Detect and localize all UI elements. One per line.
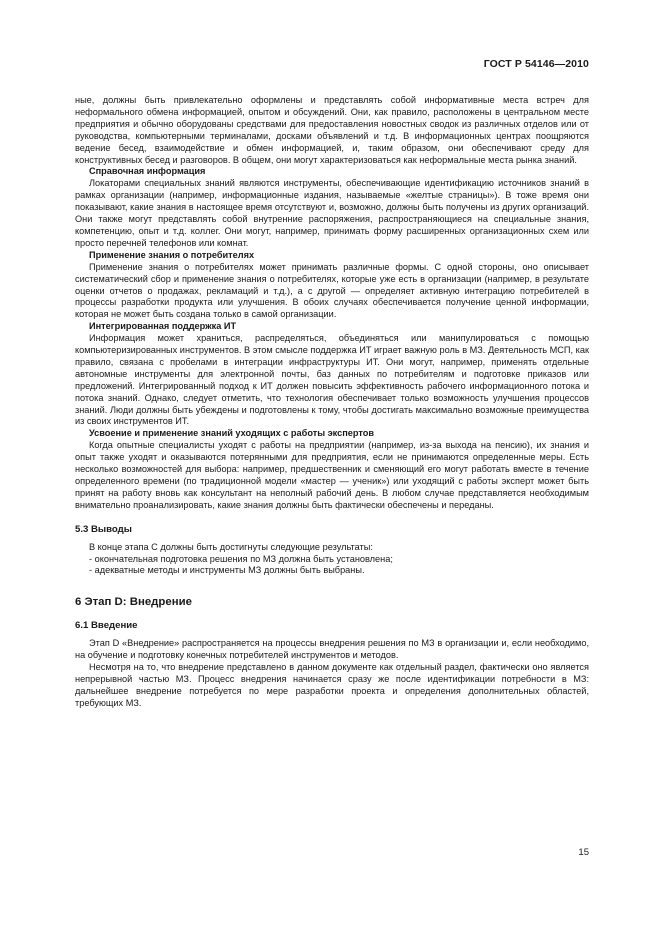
subsection-title-experts: Усвоение и применение знаний уходящих с работы экспертов — [89, 428, 375, 439]
paragraph-customer-knowledge: Применение знания о потребителях может принимать различные формы. С одной стороны, оно описывает систематический сбор и применение знания о потребителях, которые уже есть в организации (например, в результате оценки отчетов о продажах, рекламаций и т.д.), а с другой — определяет активную интеграцию потребителей в процессы разработки продукта или улучшения. В обоих случаях обеспечивается получение ценной информации, которая не может быть создана только в самой организации. — [75, 261, 589, 320]
paragraph-it-support: Информация может храниться, распределяться, объединяться или манипулироваться с помощью компьютеризированных инструментов. В этом смысле поддержка ИТ играет важную роль в МЗ. Деятельность МСП, как правило, связана с пробелами в интеграции инфраструктуры ИТ. Они могут, например, применять отдельные автономные инструменты для электронной почты, баз данных по потребителям и подготовке приказов или предложений. Интегрированный подход к ИТ должен повысить эффективность рабочего информационного потока и потока знаний. Однако, следует отметить, что технология обеспечивает только возможность улучшения процессов знаний. Люди должны быть убеждены и подготовлены к тому, чтобы достигать максимально возможные преимущества из своих инструментов ИТ. — [75, 333, 589, 427]
paragraph-intro-2: Несмотря на то, что внедрение представлено в данном документе как отдельный раздел, фактически оно является непрерывной частью МЗ. Процесс внедрения начинается сразу же после идентификации потребности в МЗ: дальнейшее внедрение потребуется по мере разработки проекта и определения дополнительных областей, требующих МЗ. — [75, 661, 589, 708]
list-item: - окончательная подготовка решения по МЗ должна быть установлена; — [89, 553, 393, 564]
document-header: ГОСТ Р 54146—2010 — [483, 58, 589, 70]
subsection-title-customer-knowledge: Применение знания о потребителях — [89, 249, 255, 260]
list-item: - адекватные методы и инструменты МЗ должны быть выбраны. — [89, 565, 365, 576]
paragraph-conclusions-intro: В конце этапа С должны быть достигнуты следующие результаты: — [89, 541, 373, 552]
paragraph-continued: ные, должны быть привлекательно оформлены и представлять собой информативные места встреч для неформального обмена информацией, опытом и обсуждений. Они, как правило, расположены в центральном месте предприятия и обычно оборудованы средствами для предоставления новостных сводок из различных отделов или от руководства, компьютерными терминалами, досками объявлений и т.д. В информационных центрах поощряются ведение бесед, взаимодействие и обмен информацией, и, таким образом, они обеспечивают среду для конструктивных бесед и разговоров. В общем, они могут характеризоваться как неформальные места рынка знаний. — [75, 95, 589, 165]
subsection-title-reference-info: Справочная информация — [89, 166, 206, 177]
section-title-5-3: 5.3 Выводы — [75, 523, 132, 535]
paragraph-reference-info: Локаторами специальных знаний являются инструменты, обеспечивающие идентификацию источников знаний в рамках организации (например, информационные издания, называемые «желтые страницы»). В тоже время они показывают, какие знания в настоящее время отсутствуют и, возможно, должны быть получены из других организаций. Они также могут представлять собой внутренние распоряжения, распространяющиеся на специальные знания, компетенцию, опыт и т.д. коллег. Они могут, например, принимать форму расширенных организационных схем или просто перечней телефонов или комнат. — [75, 178, 589, 248]
page-body — [75, 95, 589, 710]
page-number: 15 — [578, 847, 589, 858]
paragraph-experts: Когда опытные специалисты уходят с работы на предприятии (например, из-за выхода на пенсию), их знания и опыт также уходят и оказываются потерянными для предприятия, если не принимаются определенные меры. Есть несколько возможностей для выбора: например, предшественник и сменяющий его могут работать вместе в течение определенного времени (по традиционной модели «мастер — ученик») или уходящий с работы эксперт может быть принят на работу вновь как консультант на неполный рабочий день. В любом случае представляется необходимым внимательно проанализировать, какие знания должны быть фактически обеспечены и переданы. — [75, 440, 589, 510]
paragraph-intro-1: Этап D «Внедрение» распространяется на процессы внедрения решения по МЗ в организации и, если необходимо, на обучение и подготовку конечных потребителей инструментов и методов. — [75, 638, 589, 661]
subsection-title-it-support: Интегрированная поддержка ИТ — [89, 321, 237, 332]
section-title-6-1: 6.1 Введение — [75, 620, 138, 632]
section-title-6: 6 Этап D: Внедрение — [75, 596, 192, 609]
